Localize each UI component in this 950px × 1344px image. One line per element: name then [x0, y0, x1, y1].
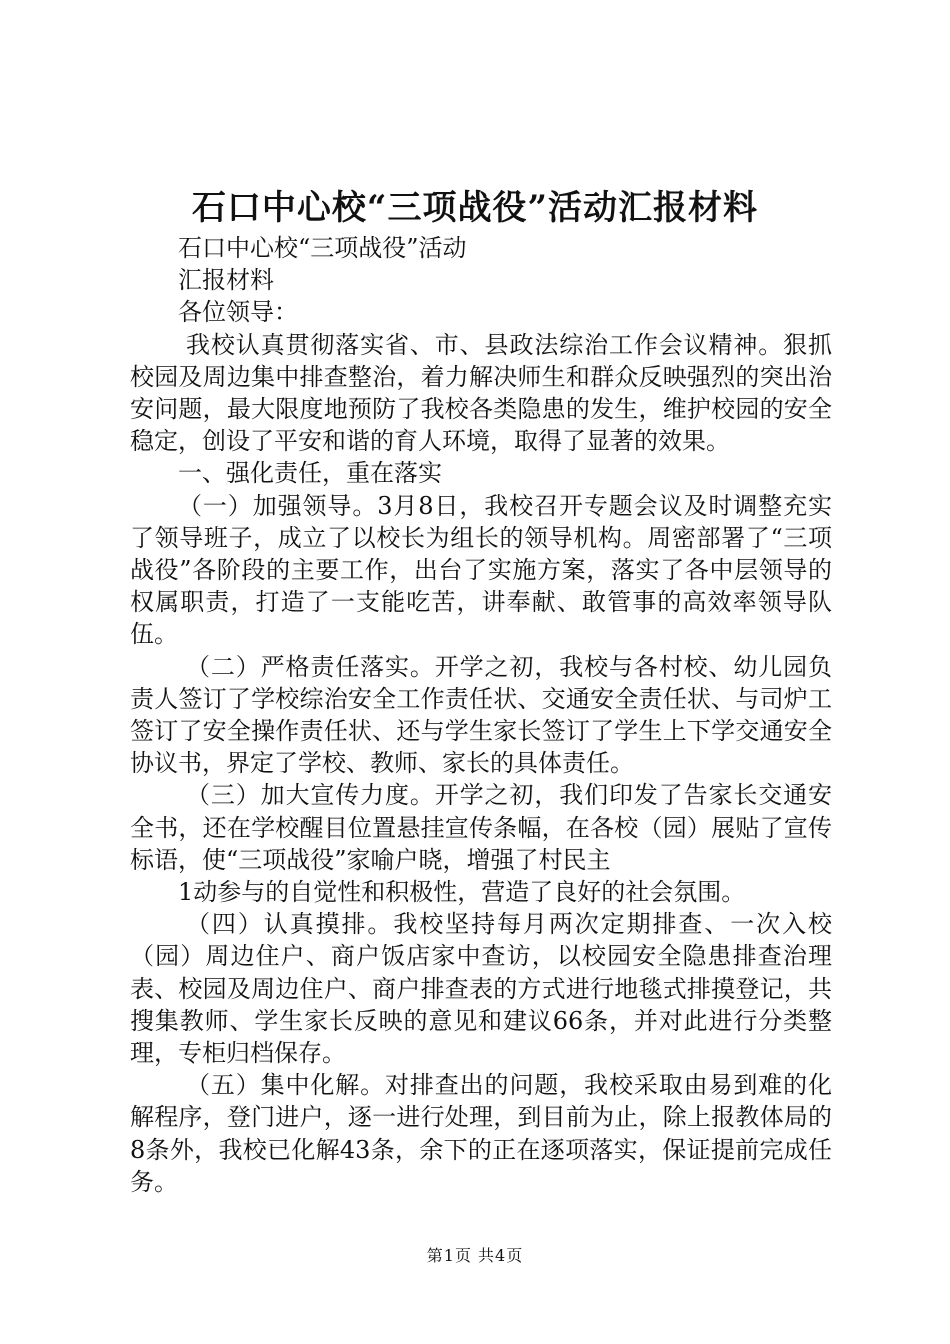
paragraph-publicity: （三）加大宣传力度。开学之初，我们印发了告家长交通安全书，还在学校醒目位置悬挂宣传条幅，在各校（园）展贴了宣传标语，使“三项战役”家喻户晓，增强了村民主: [130, 781, 832, 874]
paragraph-leadership: （一）加强领导。3月8日，我校召开专题会议及时调整充实了领导班子，成立了以校长为组长的领导机构。周密部署了“三项战役”各阶段的主要工作，出台了实施方案，落实了各中层领导的权属职责，打造了一支能吃苦，讲奉献、敢管事的高效率领导队伍。: [130, 491, 832, 649]
section-heading-1: 一、强化责任，重在落实: [178, 459, 442, 488]
paragraph-investigation: （四）认真摸排。我校坚持每月两次定期排查、一次入校（园）周边住户、商户饭店家中查访，以校园安全隐患排查治理表、校园及周边住户、商户排查表的方式进行地毯式排摸登记，共搜集教师、学生家长反映的意见和建议66条，并对此进行分类整理，专柜归档保存。: [130, 910, 832, 1068]
subtitle-line-1: 石口中心校“三项战役”活动: [178, 234, 467, 262]
document-title: 石口中心校“三项战役”活动汇报材料: [191, 188, 759, 228]
subtitle-line-2: 汇报材料: [178, 266, 274, 295]
paragraph-responsibility: （二）严格责任落实。开学之初，我校与各村校、幼儿园负责人签订了学校综治安全工作责任状、交通安全责任状、与司炉工签订了安全操作责任状、还与学生家长签订了学生上下学交通安全协议书，界定了学校、教师、家长的具体责任。: [130, 652, 832, 778]
intro-paragraph: 我校认真贯彻落实省、市、县政法综治工作会议精神。狠抓校园及周边集中排查整治，着力解决师生和群众反映强烈的突出治安问题，最大限度地预防了我校各类隐患的发生，维护校园的安全稳定，创设了平安和谐的育人环境，取得了显著的效果。: [130, 330, 832, 456]
paragraph-resolution: （五）集中化解。对排查出的问题，我校采取由易到难的化解程序，登门进户，逐一进行处理，到目前为止，除上报教体局的8条外，我校已化解43条，余下的正在逐项落实，保证提前完成任务。: [130, 1071, 832, 1196]
page-footer: 第1页 共4页: [426, 1246, 524, 1265]
paragraph-publicity-continued: 1动参与的自觉性和积极性，营造了良好的社会氛围。: [178, 878, 746, 907]
document-body: [130, 232, 832, 1198]
salutation: 各位领导：: [178, 298, 298, 327]
